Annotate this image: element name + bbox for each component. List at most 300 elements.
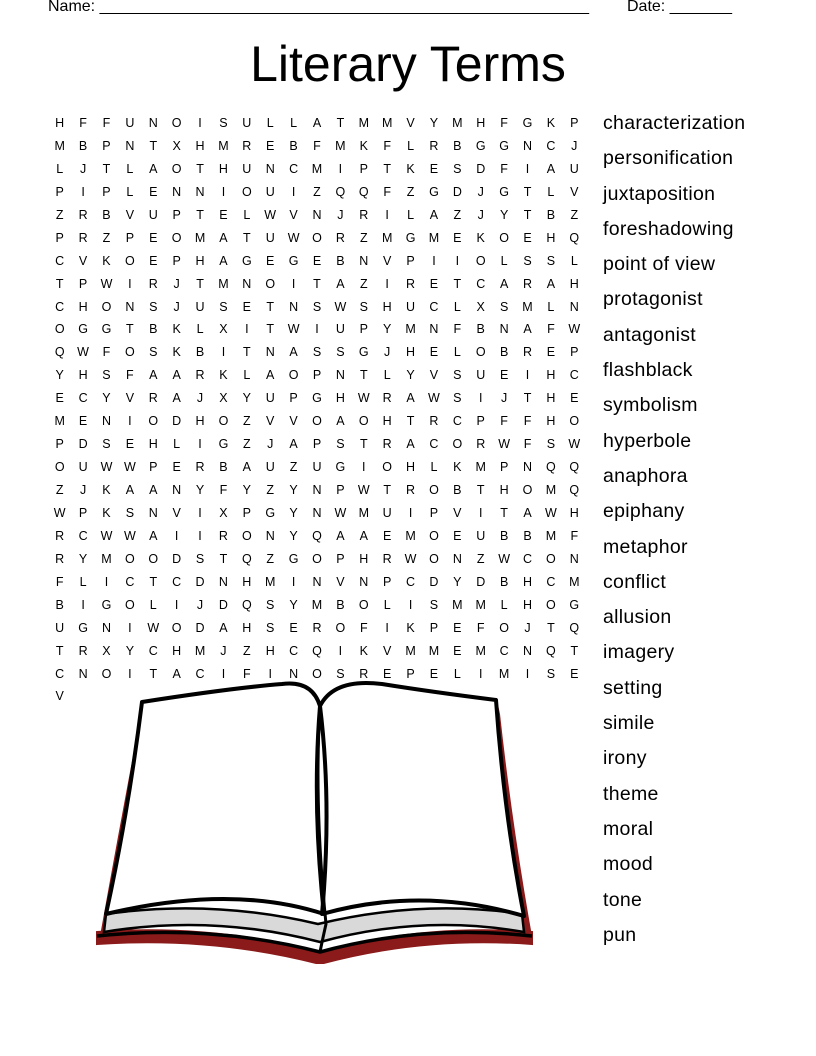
grid-letter[interactable]: N: [172, 184, 182, 199]
grid-letter[interactable]: L: [56, 161, 64, 176]
grid-letter[interactable]: Q: [54, 345, 65, 360]
grid-letter[interactable]: Z: [266, 551, 275, 566]
grid-letter[interactable]: I: [385, 620, 389, 635]
grid-letter[interactable]: N: [312, 207, 322, 222]
grid-letter[interactable]: F: [313, 138, 321, 153]
grid-letter[interactable]: W: [428, 391, 440, 406]
grid-letter[interactable]: W: [264, 207, 277, 222]
grid-letter[interactable]: R: [382, 437, 392, 452]
grid-letter[interactable]: B: [546, 207, 556, 222]
grid-letter[interactable]: N: [265, 161, 275, 176]
grid-letter[interactable]: P: [242, 505, 251, 520]
grid-letter[interactable]: U: [476, 368, 486, 383]
grid-letter[interactable]: L: [173, 437, 181, 452]
grid-letter[interactable]: A: [219, 230, 228, 245]
grid-letter[interactable]: N: [101, 414, 111, 429]
grid-letter[interactable]: P: [78, 276, 88, 291]
grid-letter[interactable]: K: [406, 620, 415, 635]
grid-letter[interactable]: G: [499, 184, 509, 199]
grid-letter[interactable]: I: [525, 368, 530, 383]
grid-letter[interactable]: E: [453, 230, 462, 245]
grid-letter[interactable]: I: [198, 505, 202, 520]
grid-letter[interactable]: I: [221, 666, 226, 681]
grid-letter[interactable]: C: [78, 391, 88, 406]
grid-letter[interactable]: T: [196, 207, 204, 222]
grid-letter[interactable]: G: [522, 116, 533, 130]
grid-letter[interactable]: W: [100, 528, 113, 543]
grid-letter[interactable]: B: [499, 345, 509, 360]
grid-letter[interactable]: S: [312, 345, 322, 360]
grid-letter[interactable]: E: [78, 414, 88, 429]
grid-letter[interactable]: M: [405, 528, 416, 543]
grid-letter[interactable]: O: [125, 253, 135, 268]
grid-letter[interactable]: G: [288, 551, 299, 566]
grid-letter[interactable]: U: [242, 161, 252, 176]
grid-letter[interactable]: E: [570, 391, 579, 406]
grid-letter[interactable]: F: [500, 414, 508, 429]
grid-letter[interactable]: X: [219, 322, 228, 337]
grid-letter[interactable]: H: [522, 597, 533, 612]
grid-letter[interactable]: E: [149, 230, 158, 245]
grid-letter[interactable]: I: [432, 253, 436, 268]
grid-letter[interactable]: L: [126, 184, 134, 199]
grid-letter[interactable]: I: [338, 161, 343, 176]
grid-letter[interactable]: S: [453, 391, 462, 406]
grid-letter[interactable]: K: [172, 322, 181, 337]
grid-letter[interactable]: I: [525, 666, 530, 681]
grid-letter[interactable]: N: [242, 276, 252, 291]
grid-letter[interactable]: S: [266, 620, 275, 635]
grid-letter[interactable]: I: [291, 276, 296, 291]
grid-letter[interactable]: W: [123, 528, 136, 543]
date-field[interactable]: Date: _______: [627, 0, 732, 15]
grid-letter[interactable]: H: [242, 574, 252, 589]
grid-letter[interactable]: P: [429, 620, 439, 635]
grid-letter[interactable]: V: [406, 116, 415, 130]
grid-letter[interactable]: H: [546, 230, 556, 245]
grid-letter[interactable]: C: [172, 574, 182, 589]
grid-letter[interactable]: L: [383, 597, 391, 612]
grid-letter[interactable]: T: [219, 551, 228, 566]
grid-letter[interactable]: W: [498, 437, 511, 452]
grid-letter[interactable]: N: [499, 322, 509, 337]
grid-letter[interactable]: S: [219, 299, 228, 314]
grid-letter[interactable]: L: [407, 138, 415, 153]
grid-letter[interactable]: M: [405, 643, 416, 658]
grid-letter[interactable]: E: [125, 437, 135, 452]
grid-letter[interactable]: I: [455, 253, 460, 268]
grid-letter[interactable]: P: [406, 666, 415, 681]
grid-letter[interactable]: B: [336, 253, 345, 268]
grid-letter[interactable]: Y: [453, 574, 462, 589]
grid-letter[interactable]: T: [149, 666, 158, 681]
grid-letter[interactable]: E: [429, 666, 439, 681]
grid-letter[interactable]: E: [149, 184, 158, 199]
grid-letter[interactable]: O: [171, 620, 182, 635]
grid-letter[interactable]: A: [172, 391, 181, 406]
grid-letter[interactable]: S: [336, 666, 345, 681]
grid-letter[interactable]: M: [428, 230, 440, 245]
grid-letter[interactable]: H: [546, 391, 556, 406]
grid-letter[interactable]: K: [102, 253, 111, 268]
grid-letter[interactable]: O: [429, 551, 439, 566]
grid-letter[interactable]: S: [453, 161, 462, 176]
grid-letter[interactable]: A: [125, 483, 135, 497]
grid-letter[interactable]: Q: [546, 643, 556, 658]
grid-letter[interactable]: I: [221, 184, 226, 199]
grid-letter[interactable]: I: [525, 161, 530, 176]
grid-letter[interactable]: Z: [313, 184, 321, 199]
grid-letter[interactable]: F: [476, 620, 485, 635]
grid-letter[interactable]: O: [358, 597, 369, 612]
grid-letter[interactable]: Q: [312, 643, 322, 658]
grid-letter[interactable]: S: [102, 437, 111, 452]
grid-letter[interactable]: A: [312, 116, 322, 130]
grid-letter[interactable]: R: [359, 207, 369, 222]
grid-letter[interactable]: P: [312, 437, 322, 452]
grid-letter[interactable]: V: [289, 414, 298, 429]
grid-letter[interactable]: Z: [476, 551, 485, 566]
grid-letter[interactable]: O: [429, 528, 439, 543]
grid-letter[interactable]: Z: [243, 414, 251, 429]
grid-letter[interactable]: M: [101, 551, 112, 566]
grid-letter[interactable]: Q: [569, 460, 580, 475]
grid-letter[interactable]: A: [429, 207, 439, 222]
grid-letter[interactable]: O: [101, 299, 112, 314]
grid-letter[interactable]: Y: [125, 643, 135, 658]
grid-letter[interactable]: U: [265, 230, 275, 245]
grid-letter[interactable]: R: [195, 460, 205, 475]
grid-letter[interactable]: O: [312, 414, 322, 429]
grid-letter[interactable]: Y: [382, 322, 392, 337]
grid-letter[interactable]: E: [570, 666, 579, 681]
grid-letter[interactable]: F: [500, 161, 508, 176]
grid-letter[interactable]: A: [172, 666, 181, 681]
grid-letter[interactable]: Q: [312, 528, 322, 543]
grid-letter[interactable]: I: [478, 505, 483, 520]
grid-letter[interactable]: R: [195, 368, 205, 383]
grid-letter[interactable]: M: [381, 230, 393, 245]
grid-letter[interactable]: P: [102, 184, 111, 199]
grid-letter[interactable]: D: [172, 551, 182, 566]
grid-letter[interactable]: A: [149, 483, 158, 497]
grid-letter[interactable]: P: [382, 574, 392, 589]
grid-letter[interactable]: L: [547, 299, 555, 314]
grid-letter[interactable]: Y: [102, 391, 111, 406]
grid-letter[interactable]: A: [359, 528, 368, 543]
grid-letter[interactable]: O: [522, 483, 533, 497]
grid-letter[interactable]: L: [149, 597, 157, 612]
grid-letter[interactable]: Z: [266, 483, 275, 497]
grid-letter[interactable]: M: [311, 161, 323, 176]
grid-letter[interactable]: C: [125, 574, 135, 589]
grid-letter[interactable]: J: [196, 597, 204, 612]
grid-letter[interactable]: L: [243, 368, 251, 383]
grid-letter[interactable]: S: [336, 437, 345, 452]
grid-letter[interactable]: O: [148, 414, 159, 429]
grid-letter[interactable]: O: [171, 116, 182, 130]
grid-letter[interactable]: M: [475, 643, 486, 658]
grid-letter[interactable]: L: [79, 574, 87, 589]
grid-letter[interactable]: V: [382, 643, 392, 658]
grid-letter[interactable]: N: [452, 551, 462, 566]
grid-letter[interactable]: H: [265, 643, 275, 658]
grid-letter[interactable]: T: [383, 161, 391, 176]
grid-letter[interactable]: E: [523, 230, 532, 245]
grid-letter[interactable]: R: [429, 138, 439, 153]
grid-letter[interactable]: C: [429, 437, 439, 452]
grid-letter[interactable]: N: [359, 253, 369, 268]
grid-letter[interactable]: Y: [406, 368, 415, 383]
grid-letter[interactable]: N: [148, 116, 158, 130]
grid-letter[interactable]: A: [242, 460, 251, 475]
grid-letter[interactable]: Z: [359, 276, 368, 291]
grid-letter[interactable]: M: [569, 574, 580, 589]
grid-letter[interactable]: M: [381, 116, 393, 130]
grid-letter[interactable]: T: [476, 483, 485, 497]
grid-letter[interactable]: Z: [243, 437, 251, 452]
grid-letter[interactable]: C: [195, 666, 205, 681]
grid-letter[interactable]: X: [219, 505, 228, 520]
grid-letter[interactable]: B: [453, 138, 462, 153]
grid-letter[interactable]: C: [55, 253, 65, 268]
grid-letter[interactable]: S: [195, 551, 205, 566]
grid-letter[interactable]: M: [522, 299, 533, 314]
grid-letter[interactable]: M: [475, 460, 486, 475]
grid-letter[interactable]: S: [546, 437, 556, 452]
grid-letter[interactable]: P: [172, 207, 181, 222]
grid-letter[interactable]: T: [266, 322, 275, 337]
grid-letter[interactable]: L: [500, 597, 508, 612]
grid-letter[interactable]: E: [172, 460, 181, 475]
grid-letter[interactable]: E: [289, 620, 298, 635]
grid-letter[interactable]: I: [128, 414, 132, 429]
grid-letter[interactable]: F: [523, 437, 532, 452]
grid-letter[interactable]: L: [290, 116, 298, 130]
grid-letter[interactable]: V: [570, 184, 579, 199]
grid-letter[interactable]: L: [266, 116, 274, 130]
grid-letter[interactable]: T: [102, 161, 111, 176]
grid-letter[interactable]: C: [569, 368, 579, 383]
grid-letter[interactable]: K: [172, 345, 181, 360]
grid-letter[interactable]: U: [55, 620, 65, 635]
grid-letter[interactable]: W: [568, 322, 581, 337]
grid-letter[interactable]: P: [55, 184, 64, 199]
grid-letter[interactable]: U: [125, 116, 135, 130]
grid-letter[interactable]: R: [78, 643, 88, 658]
grid-letter[interactable]: Q: [569, 620, 580, 635]
grid-letter[interactable]: C: [546, 574, 556, 589]
grid-letter[interactable]: P: [125, 230, 135, 245]
grid-letter[interactable]: H: [242, 620, 252, 635]
grid-letter[interactable]: C: [78, 528, 88, 543]
grid-letter[interactable]: D: [172, 414, 182, 429]
grid-letter[interactable]: S: [102, 368, 111, 383]
grid-letter[interactable]: P: [570, 116, 579, 130]
grid-letter[interactable]: E: [499, 368, 509, 383]
grid-letter[interactable]: W: [77, 345, 89, 360]
grid-letter[interactable]: V: [55, 689, 64, 704]
grid-letter[interactable]: T: [55, 643, 64, 658]
grid-letter[interactable]: P: [289, 391, 298, 406]
grid-letter[interactable]: E: [546, 345, 556, 360]
grid-letter[interactable]: L: [383, 368, 391, 383]
grid-letter[interactable]: W: [100, 460, 113, 475]
grid-letter[interactable]: P: [429, 505, 439, 520]
grid-letter[interactable]: I: [408, 597, 413, 612]
grid-letter[interactable]: O: [101, 666, 112, 681]
grid-letter[interactable]: L: [407, 207, 415, 222]
grid-letter[interactable]: E: [382, 528, 392, 543]
grid-letter[interactable]: E: [242, 299, 251, 314]
grid-letter[interactable]: N: [218, 574, 228, 589]
grid-letter[interactable]: I: [362, 460, 366, 475]
grid-letter[interactable]: L: [453, 299, 461, 314]
grid-letter[interactable]: M: [54, 414, 65, 429]
grid-letter[interactable]: Y: [55, 368, 64, 383]
grid-letter[interactable]: J: [173, 299, 180, 314]
grid-letter[interactable]: W: [287, 230, 300, 245]
grid-letter[interactable]: P: [336, 483, 345, 497]
grid-letter[interactable]: A: [546, 161, 556, 176]
grid-letter[interactable]: B: [336, 597, 345, 612]
grid-letter[interactable]: Y: [289, 597, 298, 612]
grid-letter[interactable]: G: [288, 253, 299, 268]
grid-letter[interactable]: O: [148, 551, 159, 566]
grid-letter[interactable]: A: [289, 437, 298, 452]
grid-letter[interactable]: W: [568, 437, 581, 452]
grid-letter[interactable]: S: [453, 368, 462, 383]
grid-letter[interactable]: R: [429, 414, 439, 429]
grid-letter[interactable]: L: [570, 253, 578, 268]
grid-letter[interactable]: C: [289, 161, 299, 176]
grid-letter[interactable]: N: [289, 299, 299, 314]
grid-letter[interactable]: X: [219, 391, 228, 406]
grid-letter[interactable]: O: [54, 322, 65, 337]
grid-letter[interactable]: N: [148, 505, 158, 520]
grid-letter[interactable]: Y: [289, 528, 298, 543]
grid-letter[interactable]: O: [312, 551, 322, 566]
grid-letter[interactable]: C: [522, 551, 533, 566]
grid-letter[interactable]: T: [313, 276, 321, 291]
grid-letter[interactable]: F: [359, 620, 368, 635]
grid-letter[interactable]: Z: [289, 460, 298, 475]
grid-letter[interactable]: J: [571, 138, 578, 153]
grid-letter[interactable]: W: [498, 551, 511, 566]
grid-letter[interactable]: H: [406, 345, 416, 360]
grid-letter[interactable]: R: [218, 528, 228, 543]
grid-letter[interactable]: H: [569, 505, 579, 520]
grid-letter[interactable]: N: [429, 322, 439, 337]
grid-letter[interactable]: Q: [569, 483, 580, 497]
grid-letter[interactable]: S: [523, 253, 532, 268]
grid-letter[interactable]: T: [336, 116, 345, 130]
grid-letter[interactable]: M: [54, 138, 65, 153]
grid-letter[interactable]: T: [126, 322, 134, 337]
grid-letter[interactable]: F: [383, 184, 391, 199]
grid-letter[interactable]: P: [499, 460, 509, 475]
grid-letter[interactable]: R: [148, 391, 158, 406]
grid-letter[interactable]: W: [147, 620, 160, 635]
grid-letter[interactable]: B: [149, 322, 158, 337]
grid-letter[interactable]: S: [125, 505, 135, 520]
grid-letter[interactable]: B: [453, 483, 462, 497]
grid-letter[interactable]: I: [81, 597, 85, 612]
grid-letter[interactable]: J: [384, 345, 391, 360]
grid-letter[interactable]: A: [406, 391, 415, 406]
grid-letter[interactable]: F: [383, 138, 391, 153]
grid-letter[interactable]: C: [429, 299, 439, 314]
grid-letter[interactable]: M: [545, 483, 557, 497]
grid-letter[interactable]: J: [267, 437, 274, 452]
grid-letter[interactable]: L: [243, 207, 251, 222]
grid-letter[interactable]: E: [429, 161, 439, 176]
grid-letter[interactable]: L: [453, 666, 461, 681]
grid-letter[interactable]: G: [78, 620, 88, 635]
grid-letter[interactable]: H: [195, 253, 205, 268]
grid-letter[interactable]: C: [476, 276, 486, 291]
grid-letter[interactable]: O: [312, 666, 322, 681]
grid-letter[interactable]: H: [172, 643, 182, 658]
grid-letter[interactable]: M: [545, 528, 557, 543]
grid-letter[interactable]: Y: [289, 505, 298, 520]
grid-letter[interactable]: J: [477, 207, 484, 222]
grid-letter[interactable]: J: [196, 391, 204, 406]
grid-letter[interactable]: R: [406, 483, 416, 497]
grid-letter[interactable]: P: [336, 551, 345, 566]
grid-letter[interactable]: P: [359, 161, 368, 176]
grid-letter[interactable]: T: [500, 505, 508, 520]
grid-letter[interactable]: E: [149, 253, 158, 268]
grid-letter[interactable]: N: [265, 528, 275, 543]
grid-letter[interactable]: J: [477, 184, 484, 199]
grid-letter[interactable]: M: [311, 597, 323, 612]
grid-letter[interactable]: T: [406, 414, 415, 429]
grid-letter[interactable]: G: [312, 391, 322, 406]
grid-letter[interactable]: U: [382, 505, 392, 520]
grid-letter[interactable]: R: [242, 138, 252, 153]
grid-letter[interactable]: H: [359, 551, 369, 566]
grid-letter[interactable]: F: [219, 483, 228, 497]
grid-letter[interactable]: S: [546, 666, 556, 681]
grid-letter[interactable]: B: [289, 138, 298, 153]
name-field[interactable]: Name: _______________________________________________________: [48, 0, 589, 15]
grid-letter[interactable]: I: [385, 276, 389, 291]
grid-letter[interactable]: W: [334, 299, 347, 314]
grid-letter[interactable]: C: [452, 414, 462, 429]
grid-letter[interactable]: W: [123, 460, 136, 475]
grid-letter[interactable]: M: [265, 574, 276, 589]
grid-letter[interactable]: O: [265, 276, 276, 291]
grid-letter[interactable]: M: [452, 597, 463, 612]
grid-letter[interactable]: J: [173, 276, 180, 291]
grid-letter[interactable]: U: [195, 299, 205, 314]
grid-letter[interactable]: G: [358, 345, 369, 360]
grid-letter[interactable]: U: [148, 207, 158, 222]
grid-letter[interactable]: M: [498, 666, 510, 681]
grid-letter[interactable]: U: [78, 460, 88, 475]
grid-letter[interactable]: A: [336, 414, 345, 429]
grid-letter[interactable]: T: [266, 299, 275, 314]
grid-letter[interactable]: M: [452, 116, 463, 130]
grid-letter[interactable]: Z: [102, 230, 111, 245]
grid-letter[interactable]: T: [523, 184, 532, 199]
grid-letter[interactable]: Y: [429, 116, 439, 130]
grid-letter[interactable]: G: [265, 505, 276, 520]
grid-letter[interactable]: K: [102, 483, 111, 497]
grid-letter[interactable]: U: [335, 322, 345, 337]
grid-letter[interactable]: T: [243, 230, 251, 245]
